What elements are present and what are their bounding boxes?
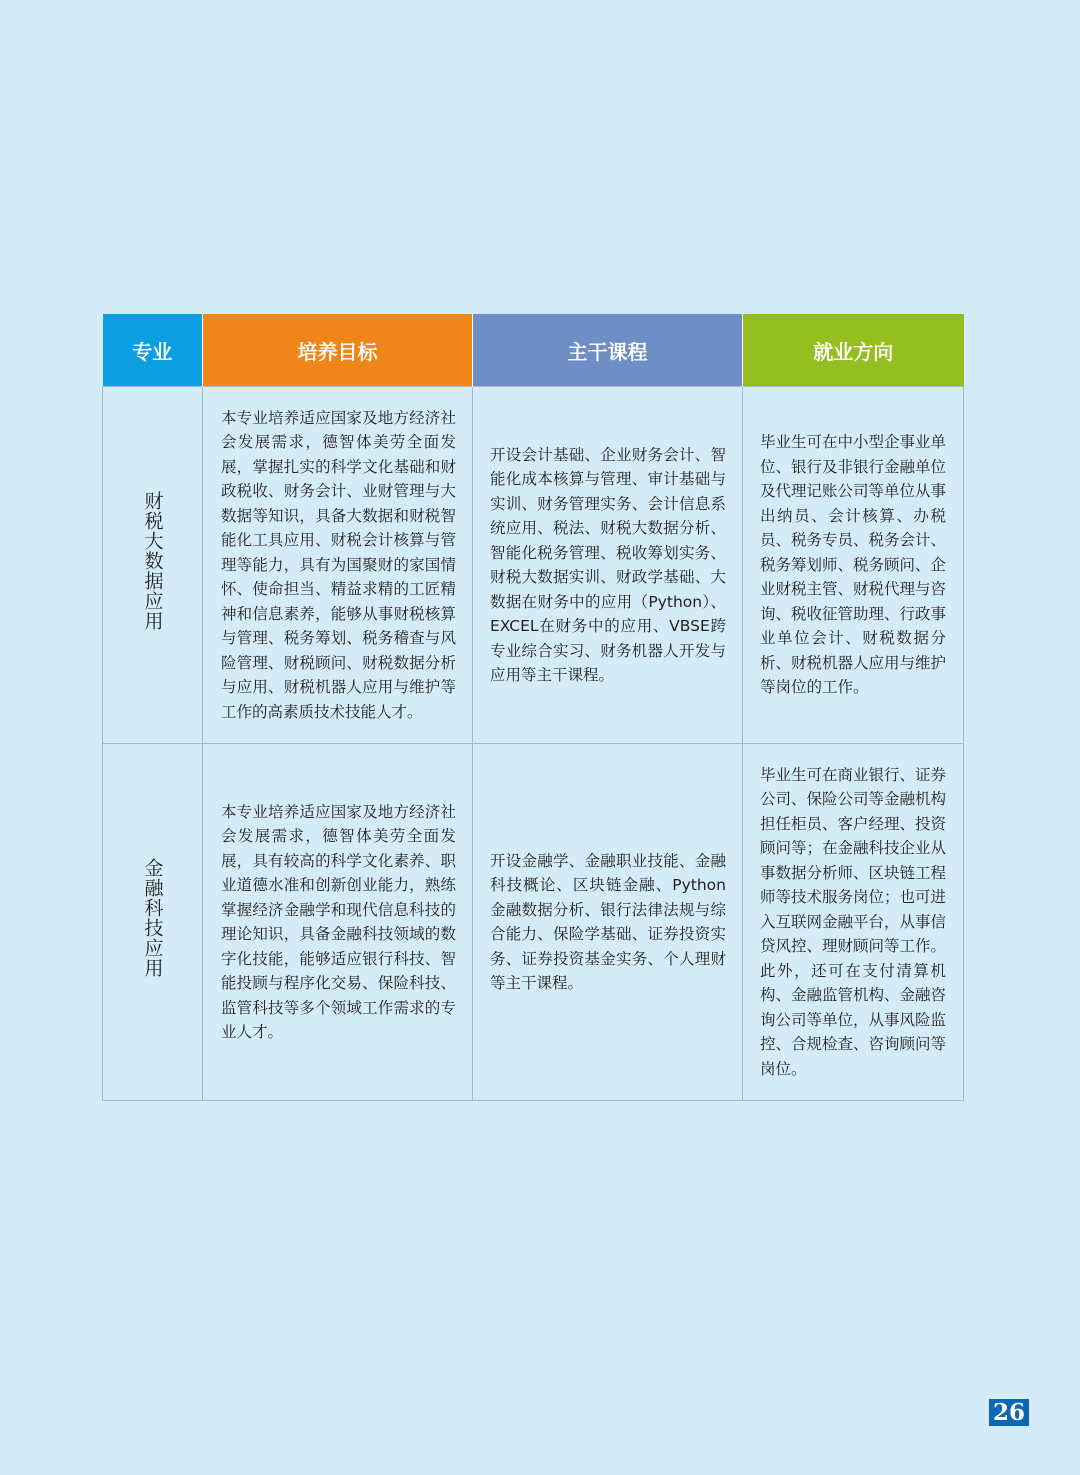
- courses-cell: 开设会计基础、企业财务会计、智能化成本核算与管理、审计基础与实训、财务管理实务、会计信息系统应用、税法、财税大数据分析、智能化税务管理、税收筹划实务、财税大数据实训、财政学基础、大数据在财务中的应用（Python）、EXCEL在财务中的应用、VBSE跨专业综合实习、财务机器人开发与应用等主干课程。: [473, 387, 743, 744]
- major-cell: [103, 387, 203, 744]
- table-row: [103, 387, 964, 744]
- header-goal: 培养目标: [203, 314, 473, 387]
- majors-table: [102, 314, 964, 1101]
- header-major: 专业: [103, 314, 203, 387]
- jobs-cell: 毕业生可在中小型企事业单位、银行及非银行金融单位及代理记账公司等单位从事出纳员、会计核算、办税员、税务专员、税务会计、税务筹划师、税务顾问、企业财税主管、财税代理与咨询、税收征管助理、行政事业单位会计、财税数据分析、财税机器人应用与维护等岗位的工作。: [743, 387, 964, 744]
- page-number: 26: [989, 1399, 1029, 1426]
- header-jobs: 就业方向: [743, 314, 964, 387]
- major-cell: [103, 744, 203, 1101]
- jobs-cell: 毕业生可在商业银行、证券公司、保险公司等金融机构担任柜员、客户经理、投资顾问等；在金融科技企业从事数据分析师、区块链工程师等技术服务岗位；也可进入互联网金融平台，从事信贷风控、理财顾问等工作。此外，还可在支付清算机构、金融监管机构、金融咨询公司等单位，从事风险监控、合规检查、咨询顾问等岗位。: [743, 744, 964, 1101]
- header-courses: 主干课程: [473, 314, 743, 387]
- table-row: [103, 744, 964, 1101]
- goal-cell: 本专业培养适应国家及地方经济社会发展需求，德智体美劳全面发展，掌握扎实的科学文化基础和财政税收、财务会计、业财管理与大数据等知识，具备大数据和财税智能化工具应用、财税会计核算与管理等能力，具有为国聚财的家国情怀、使命担当、精益求精的工匠精神和信息素养，能够从事财税核算与管理、税务筹划、税务稽查与风险管理、财税顾问、财税数据分析与应用、财税机器人应用与维护等工作的高素质技术技能人才。: [203, 387, 473, 744]
- courses-cell: 开设金融学、金融职业技能、金融科技概论、区块链金融、Python金融数据分析、银行法律法规与综合能力、保险学基础、证券投资实务、证券投资基金实务、个人理财等主干课程。: [473, 744, 743, 1101]
- goal-cell: 本专业培养适应国家及地方经济社会发展需求，德智体美劳全面发展，具有较高的科学文化素养、职业道德水准和创新创业能力，熟练掌握经济金融学和现代信息科技的理论知识，具备金融科技领域的数字化技能，能够适应银行科技、智能投顾与程序化交易、保险科技、监管科技等多个领域工作需求的专业人才。: [203, 744, 473, 1101]
- major-name: 财税大数据应用: [141, 491, 164, 632]
- table-header-row: [103, 314, 964, 387]
- major-name: 金融科技应用: [141, 858, 164, 979]
